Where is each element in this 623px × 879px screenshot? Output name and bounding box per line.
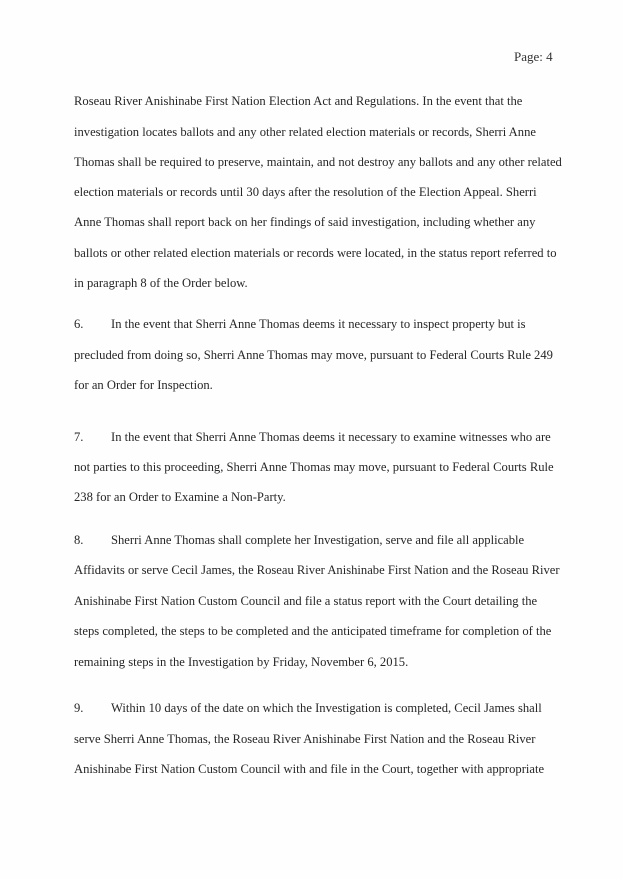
text-line: In the event that Sherri Anne Thomas deems it necessary to examine witnesses who are bbox=[111, 430, 551, 444]
paragraph-number: 7. bbox=[74, 430, 84, 444]
text-line: election materials or records until 30 days after the resolution of the Election Appeal. Sherri bbox=[74, 185, 537, 199]
text-line: for an Order for Inspection. bbox=[74, 378, 213, 392]
text-line: Sherri Anne Thomas shall complete her Investigation, serve and file all applicable bbox=[111, 533, 525, 547]
text-line: Affidavits or serve Cecil James, the Roseau River Anishinabe First Nation and the Roseau River bbox=[74, 563, 560, 577]
text-line: Roseau River Anishinabe First Nation Election Act and Regulations. In the event that the bbox=[74, 94, 523, 108]
text-line: investigation locates ballots and any other related election materials or records, Sherri Anne bbox=[74, 125, 536, 139]
text-line: ballots or other related election materials or records were located, in the status report referred to bbox=[74, 246, 557, 260]
paragraph-number: 9. bbox=[74, 701, 84, 715]
text-line: not parties to this proceeding, Sherri Anne Thomas may move, pursuant to Federal Courts Rule bbox=[74, 460, 554, 474]
page-number: Page: 4 bbox=[514, 49, 553, 64]
text-line: In the event that Sherri Anne Thomas deems it necessary to inspect property but is bbox=[111, 317, 526, 331]
text-line: Thomas shall be required to preserve, maintain, and not destroy any ballots and any other related bbox=[74, 155, 562, 169]
text-line: 238 for an Order to Examine a Non-Party. bbox=[74, 490, 286, 504]
text-line: Anne Thomas shall report back on her findings of said investigation, including whether any bbox=[74, 215, 536, 229]
text-line: remaining steps in the Investigation by Friday, November 6, 2015. bbox=[74, 655, 409, 669]
paragraph-number: 6. bbox=[74, 317, 84, 331]
text-line: Within 10 days of the date on which the Investigation is completed, Cecil James shall bbox=[111, 701, 542, 715]
text-line: serve Sherri Anne Thomas, the Roseau River Anishinabe First Nation and the Roseau River bbox=[74, 732, 536, 746]
paragraph-number: 8. bbox=[74, 533, 84, 547]
text-line: steps completed, the steps to be completed and the anticipated timeframe for completion of the bbox=[74, 624, 552, 638]
text-line: precluded from doing so, Sherri Anne Thomas may move, pursuant to Federal Courts Rule 249 bbox=[74, 348, 553, 362]
text-line: Anishinabe First Nation Custom Council with and file in the Court, together with appropriate bbox=[74, 762, 545, 776]
text-line: Anishinabe First Nation Custom Council and file a status report with the Court detailing the bbox=[74, 594, 538, 608]
text-line: in paragraph 8 of the Order below. bbox=[74, 276, 248, 290]
